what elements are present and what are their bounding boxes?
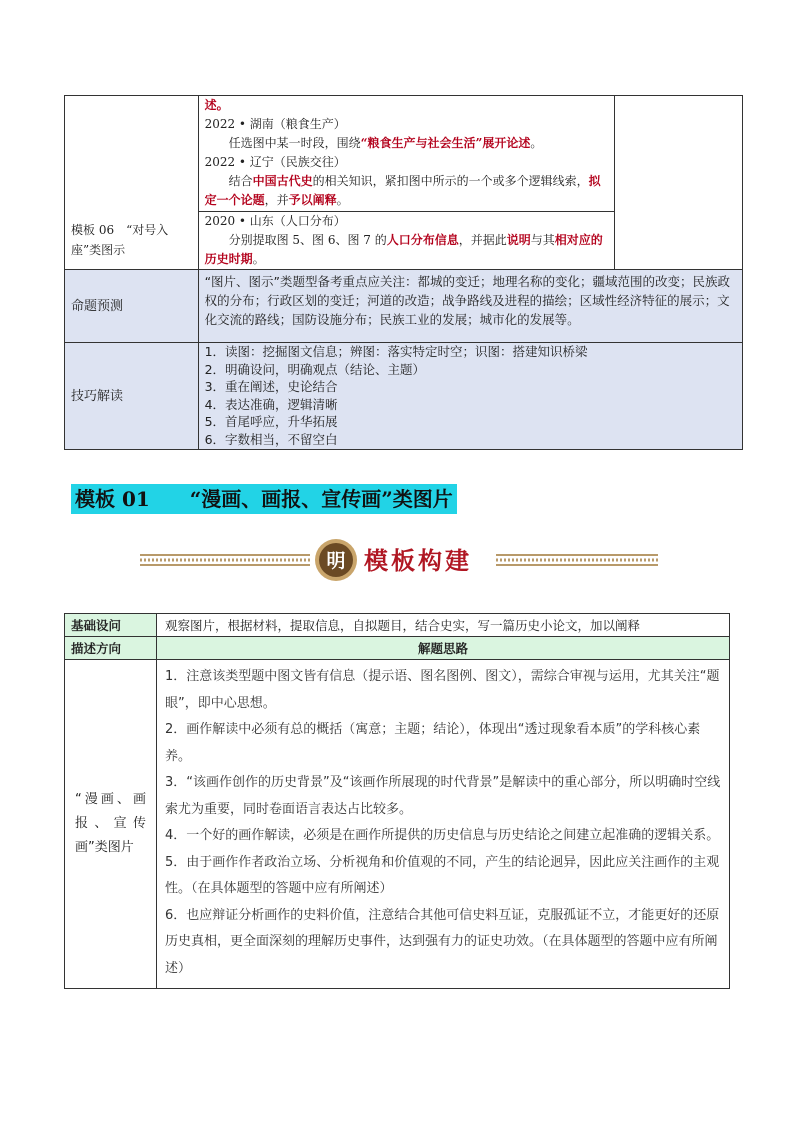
list-item: 2．画作解读中必须有总的概括（寓意；主题；结论），体现出“透过现象看本质”的学科核心素养。 (165, 722, 701, 764)
banner-title: 模板构建 (364, 546, 472, 575)
list-item: 2．明确设问，明确观点（结论、主题） (204, 361, 426, 377)
section-title: 模板 01 “漫画、画报、宣传画”类图片 (71, 484, 457, 514)
list-item: 5．由于画作作者政治立场、分析视角和价值观的不同，产生的结论迥异，因此应关注画作的主观性。（在具体题型的答题中应有所阐述） (165, 854, 720, 896)
label-cell-empty (65, 96, 199, 212)
list-item: 4．表达准确，逻辑清晰 (204, 396, 338, 412)
list-item: 1．读图：挖掘图文信息；辨图：落实特定时空；识图：搭建知识桥梁 (204, 344, 588, 359)
list-item: 3．“该画作创作的历史背景”及“该画作所展现的时代背景”是解读中的重心部分，所以明确时空线索尤为重要，同时卷面语言表达占比较多。 (165, 775, 721, 817)
template-banner (138, 536, 660, 584)
basic-question-text: 观察图片，根据材料，提取信息，自拟题目，结合史实，写一篇历史小论文，加以阐释 (157, 614, 730, 637)
exam-item-head: 2022 • 湖南（粮食生产） (204, 117, 346, 131)
list-item: 6．也应辩证分析画作的史料价值，注意结合其他可信史料互证，克服孤证不立，才能更好的还原历史真相，更全面深刻的理解历史事件，达到强有力的证史功效。（在具体题型的答题中应有所阐述） (165, 907, 720, 976)
banner-right-stripes (496, 555, 658, 565)
template-label: 模板 06 “对号入座”类图示 (65, 212, 199, 270)
empty-cell (614, 96, 742, 270)
continued-text: 述。 (204, 98, 229, 112)
list-item: 4．一个好的画作解读，必须是在画作所提供的历史信息与历史结论之间建立起准确的逻辑关系。 (165, 828, 720, 843)
template-table-top (64, 95, 743, 450)
basic-question-label: 基础设问 (65, 614, 157, 637)
exam-item-text: 任选图中某一时段，围绕“粮食生产与社会生活”展开论述。 (228, 136, 543, 150)
exam-item-text: 分别提取图 5、图 6、图 7 的人口分布信息，并据此说明与其相对应的历史时期。 (204, 233, 603, 266)
solution-list (157, 660, 730, 989)
exam-items-cell (198, 96, 614, 212)
banner-left-stripes (140, 555, 310, 565)
direction-label: 描述方向 (65, 637, 157, 660)
solution-header: 解题思路 (157, 637, 730, 660)
exam-items-cell (198, 212, 614, 270)
list-item: 6．字数相当，不留空白 (204, 431, 338, 447)
skills-list (198, 343, 742, 450)
exam-item-head: 2020 • 山东（人口分布） (204, 214, 346, 228)
prediction-label: 命题预测 (65, 270, 199, 343)
seal-char: 明 (326, 550, 346, 572)
list-item: 5．首尾呼应，升华拓展 (204, 414, 338, 429)
section-heading (71, 484, 457, 514)
skills-label: 技巧解读 (65, 343, 199, 450)
prediction-text: “图片、图示”类题型备考重点应关注：都城的变迁；地理名称的变化；疆域范围的改变；民族政权的分布；行政区划的变迁；河道的改造；战争路线及进程的描绘；区域性经济特征的展示；文化交流的路线；国防设施分布；民族工业的发展；城市化的发展等。 (198, 270, 742, 343)
category-label: “漫画、画报、宣传画”类图片 (65, 660, 157, 989)
list-item: 3．重在阐述，史论结合 (204, 379, 338, 394)
exam-item-head: 2022 • 辽宁（民族交往） (204, 155, 346, 169)
template-table-bottom (64, 613, 730, 989)
exam-item-text: 结合中国古代史的相关知识，紧扣图中所示的一个或多个逻辑线索，拟定一个论题，并予以阐释。 (204, 174, 601, 207)
list-item: 1．注意该类型题中图文皆有信息（提示语、图名图例、图文），需综合审视与运用，尤其关注“题眼”，即中心思想。 (165, 669, 720, 711)
